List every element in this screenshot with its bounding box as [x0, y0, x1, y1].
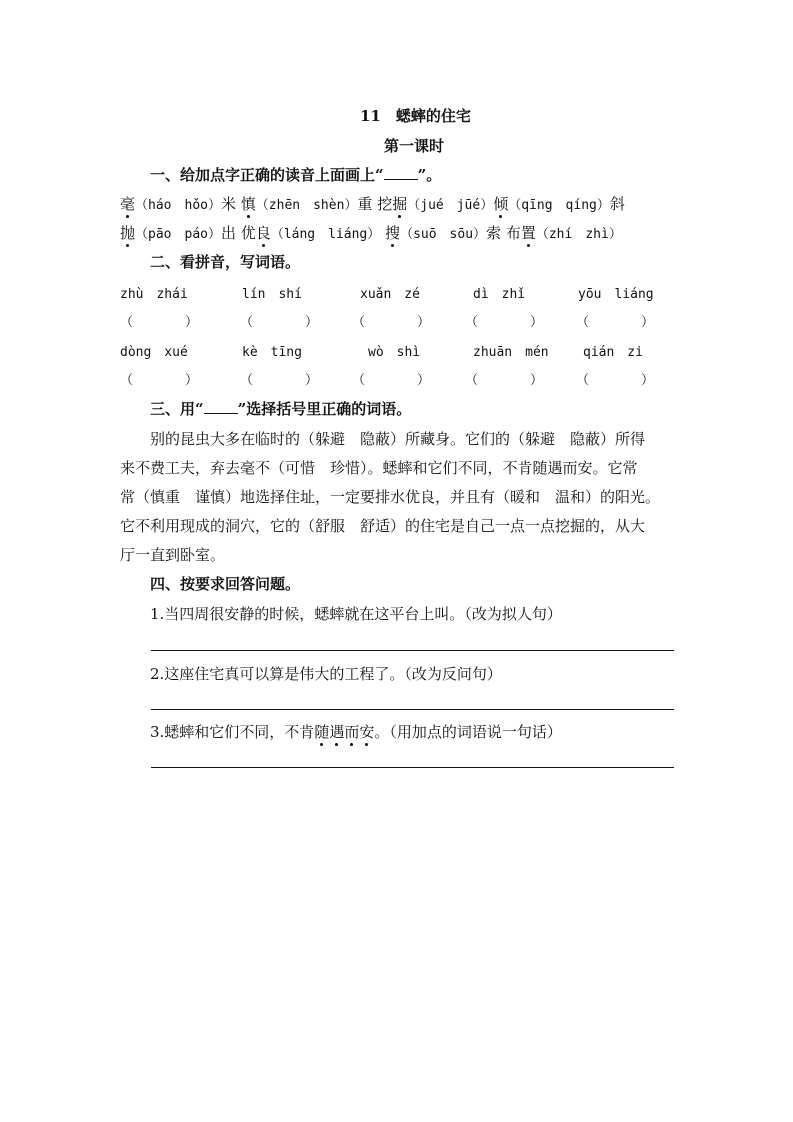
answer-box[interactable]: （ ）	[120, 373, 199, 388]
answer-box[interactable]: （ ）	[240, 373, 319, 388]
pinyin-options[interactable]: （láng liáng）	[270, 227, 381, 242]
pinyin-item: kè tīng	[242, 345, 302, 360]
passage-line: 它不利用现成的洞穴，它的（舒服 舒适）的住宅是自己一点一点挖掘的，从大	[120, 517, 646, 535]
underline-blank	[204, 401, 238, 414]
answer-box[interactable]: （ ）	[465, 315, 544, 330]
answer-box[interactable]: （ ）	[352, 315, 431, 330]
answer-box[interactable]: （ ）	[352, 373, 431, 388]
page-title: 11 蟋蟀的住宅	[360, 107, 471, 125]
dotted-char: 抛	[120, 224, 136, 242]
section3-heading: 三、用“ ”选择括号里正确的词语。	[150, 400, 412, 418]
answer-box[interactable]: （ ）	[576, 373, 655, 388]
question-3: 3.蟋蟀和它们不同，不肯随遇而安。（用加点的词语说一句话）	[150, 723, 562, 741]
pinyin-options[interactable]: （qīng qíng）	[508, 198, 610, 213]
pinyin-item: dòng xué	[120, 345, 188, 360]
section1-heading: 一、给加点字正确的读音上面画上“ ”。	[150, 166, 442, 184]
underline-blank	[384, 167, 418, 180]
pinyin-item: qián zi	[583, 345, 643, 360]
dotted-char: 而	[344, 723, 360, 741]
answer-line[interactable]	[151, 709, 674, 710]
dotted-char: 安	[359, 723, 375, 741]
dotted-char: 毫	[120, 195, 136, 213]
dotted-char: 良	[255, 224, 271, 242]
answer-line[interactable]	[151, 650, 674, 651]
dotted-char: 置	[520, 224, 536, 242]
pinyin-item: lín shí	[242, 287, 302, 302]
pronunciation-row-1: 毫（háo hǒo）米 慎（zhēn shèn）重 挖掘（jué jūé）倾（qīng qíng）斜	[120, 195, 625, 213]
dotted-char: 慎	[240, 195, 256, 213]
dotted-char: 搜	[385, 224, 401, 242]
pinyin-options[interactable]: （zhēn shèn）	[255, 198, 358, 213]
pinyin-item: yōu liáng	[578, 287, 654, 302]
pinyin-item: dì zhǐ	[473, 287, 526, 302]
pinyin-options[interactable]: （jué jūé）	[407, 198, 494, 213]
answer-box[interactable]: （ ）	[576, 315, 655, 330]
question-1: 1.当四周很安静的时候，蟋蟀就在这平台上叫。（改为拟人句）	[150, 605, 562, 623]
pinyin-item: xuǎn zé	[360, 287, 420, 302]
dotted-char: 倾	[493, 195, 509, 213]
pinyin-options[interactable]: （pāo páo）	[135, 227, 221, 242]
dotted-char: 掘	[392, 195, 408, 213]
pinyin-options[interactable]: （zhí zhì）	[535, 227, 622, 242]
pinyin-item: wò shì	[368, 345, 421, 360]
dotted-char: 随	[314, 723, 330, 741]
section2-heading: 二、看拼音，写词语。	[150, 253, 301, 271]
answer-box[interactable]: （ ）	[120, 315, 199, 330]
pinyin-options[interactable]: （suō sōu）	[400, 227, 487, 242]
section4-heading: 四、按要求回答问题。	[150, 575, 301, 593]
pinyin-item: zhuān mén	[473, 345, 549, 360]
pinyin-options[interactable]: （háo hǒo）	[135, 198, 221, 213]
dotted-char: 遇	[329, 723, 345, 741]
answer-line[interactable]	[151, 767, 674, 768]
passage-line: 来不费工夫，弃去毫不（可惜 珍惜）。蟋蟀和它们不同，不肯随遇而安。它常	[120, 459, 638, 477]
passage-line: 厅一直到卧室。	[120, 546, 226, 564]
lesson-subtitle: 第一课时	[384, 137, 445, 155]
passage-line: 别的昆虫大多在临时的（躲避 隐蔽）所藏身。它们的（躲避 隐蔽）所得	[150, 430, 646, 448]
pronunciation-row-2: 抛（pāo páo）出 优良（láng liáng） 搜（suō sōu）索 布置（zhí zhì）	[120, 224, 622, 242]
answer-box[interactable]: （ ）	[465, 373, 544, 388]
answer-box[interactable]: （ ）	[240, 315, 319, 330]
question-2: 2.这座住宅真可以算是伟大的工程了。（改为反问句）	[150, 665, 502, 683]
pinyin-item: zhù zhái	[120, 287, 188, 302]
passage-line: 常（慎重 谨慎）地选择住址，一定要排水优良，并且有（暖和 温和）的阳光。	[120, 488, 661, 506]
